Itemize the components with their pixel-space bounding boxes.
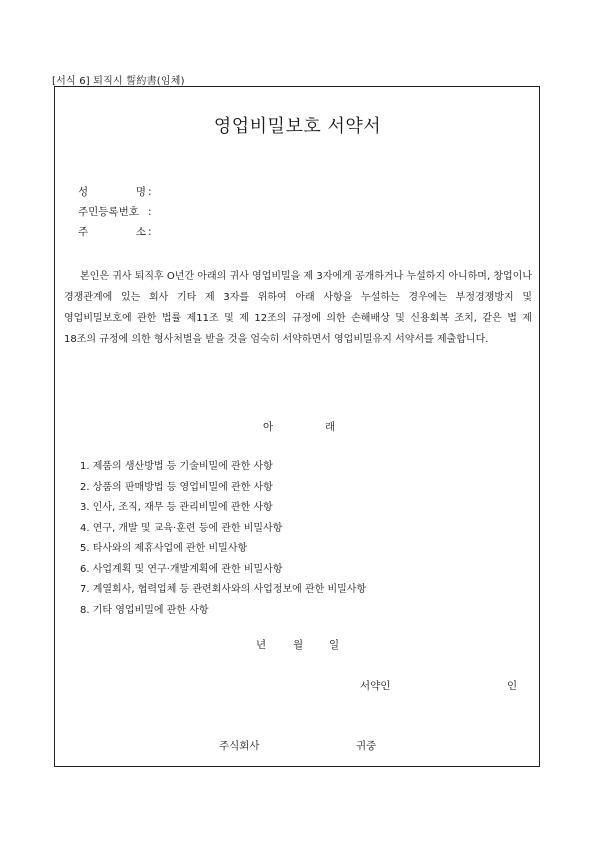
name-field-label: 성 명 <box>78 186 146 198</box>
list-item: 6. 사업계획 및 연구·개발계획에 관한 비밀사항 <box>80 563 283 575</box>
resident-number-field-colon: : <box>148 206 152 218</box>
form-number-label: [서식 6] 퇴직시 誓約書(임체) <box>52 76 185 87</box>
address-field-colon: : <box>148 226 152 238</box>
address-field-label: 주 소 <box>78 226 146 238</box>
confidential-items-list <box>80 460 366 624</box>
list-item: 2. 상품의 판매방법 등 영업비밀에 관한 사항 <box>80 481 273 493</box>
signer-label: 서약인 <box>360 680 391 692</box>
addressee-honorific: 귀중 <box>356 740 377 752</box>
list-item: 7. 계열회사, 협력업체 등 관련회사와의 사업정보에 관한 비밀사항 <box>80 584 367 595</box>
seal-mark-label: 인 <box>507 680 518 692</box>
company-label: 주식회사 <box>219 740 260 752</box>
resident-number-field-label: 주민등록번호 <box>78 206 139 218</box>
pledge-paragraph: 본인은 귀사 퇴직후 O년간 아래의 귀사 영업비밀을 제 3자에게 공개하거나 누설하지 아니하며, 창업이나 경쟁관계에 있는 회사 기타 제 3자를 위하여 아래 사항을 누설하는 경우에는 부정경쟁방지 및 영업비밀보호에 관한 법률 제11조 및 제 12조의 규정에 의한 손해배상 및 신용회복 조치, 같은 법 제 18조의 규정에 의한 형사처벌을 받을 것을 엄숙히 서약하면서 영업비밀유지 서약서를 제출합니다. <box>64 271 532 345</box>
date-year-label: 년 <box>256 639 267 651</box>
address-field <box>78 224 158 239</box>
document-title: 영업비밀보호 서약서 <box>213 116 382 137</box>
date-day-label: 일 <box>329 639 340 651</box>
list-item: 4. 연구, 개발 및 교육·훈련 등에 관한 비밀사항 <box>80 522 283 534</box>
name-field-colon: : <box>148 186 152 198</box>
resident-number-field <box>78 204 158 219</box>
list-item: 8. 기타 영업비밀에 관한 사항 <box>80 604 209 616</box>
list-item: 1. 제품의 생산방법 등 기술비밀에 관한 사항 <box>80 461 273 472</box>
list-item: 3. 인사, 조직, 재무 등 관리비밀에 관한 사항 <box>80 502 273 513</box>
name-field <box>78 184 158 199</box>
section-heading-right: 래 <box>325 421 336 433</box>
section-heading-left: 아 <box>263 421 274 433</box>
date-month-label: 월 <box>293 639 304 651</box>
list-item: 5. 타사와의 제휴사업에 관한 비밀사항 <box>80 543 248 554</box>
